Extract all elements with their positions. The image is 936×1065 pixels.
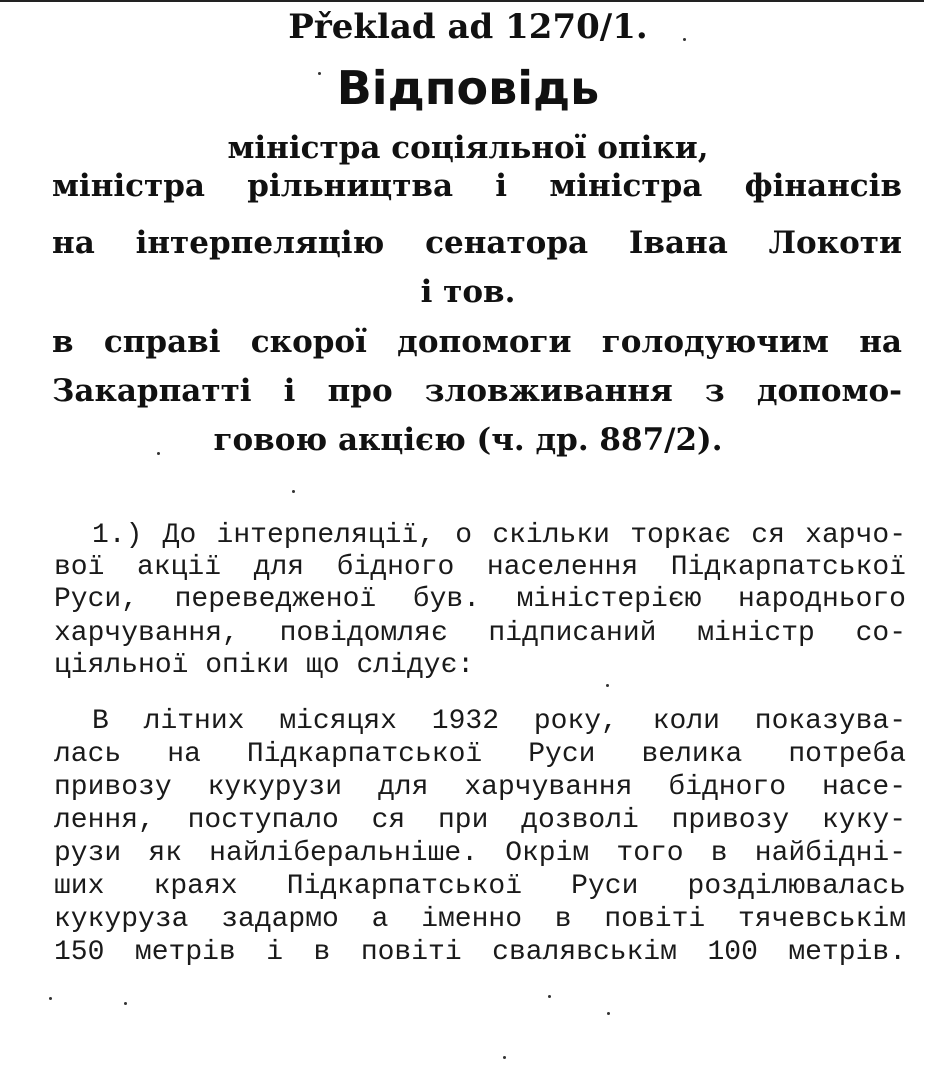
scan-speck bbox=[318, 72, 321, 75]
paragraph-line: ших краях Підкарпатської Руси розділювалась bbox=[54, 871, 906, 902]
paragraph-line: В літних місяцях 1932 року, коли показува- bbox=[92, 706, 906, 737]
scan-speck bbox=[607, 1012, 610, 1015]
paragraph-line: лення, поступало ся при дозволі привозу куку- bbox=[54, 805, 906, 836]
scan-speck bbox=[157, 452, 160, 455]
subtitle-line: на інтерпеляцію сенатора Івана Локоти bbox=[52, 225, 902, 261]
document-title: Відповідь bbox=[336, 61, 600, 115]
scan-speck bbox=[49, 997, 52, 1000]
paragraph-line: Руси, переведженої був. міністерією народнього bbox=[54, 584, 906, 615]
document-reference: Překlad ad 1270/1. bbox=[288, 7, 648, 47]
subtitle-line: говою акцією (ч. др. 887/2). bbox=[213, 422, 723, 458]
subtitle-line: Закарпатті і про зловживання з допомо- bbox=[52, 373, 902, 409]
subtitle-line: в справі скорої допомоги голодуючим на bbox=[52, 324, 902, 360]
paragraph-line: 150 метрів і в повіті свалявськім 100 метрів. bbox=[54, 937, 906, 968]
scan-speck bbox=[683, 38, 686, 41]
paragraph-line: вої акції для бідного населення Підкарпатської bbox=[54, 552, 906, 583]
paragraph-line: 1.) До інтерпеляції, о скільки торкає ся харчо- bbox=[92, 520, 906, 551]
paragraph-line: харчування, повідомляє підписаний міністр со- bbox=[54, 618, 906, 649]
scan-speck bbox=[124, 1002, 127, 1005]
paragraph-line: привозу кукурузи для харчування бідного насе- bbox=[54, 772, 906, 803]
paragraph-line: ціяльної опіки що слідує: bbox=[54, 650, 475, 681]
scan-speck bbox=[606, 684, 609, 687]
scan-speck bbox=[503, 1056, 506, 1059]
paragraph-line: кукуруза задармо а іменно в повіті тячевськім bbox=[54, 904, 906, 935]
subtitle-line: міністра рільництва і міністра фінансів bbox=[52, 168, 902, 204]
subtitle-line: міністра соціяльної опіки, bbox=[227, 130, 709, 166]
paragraph-line: рузи як найліберальніше. Окрім того в найбідні- bbox=[54, 838, 906, 869]
scan-speck bbox=[548, 995, 551, 998]
paragraph-line: лась на Підкарпатської Руси велика потреба bbox=[54, 739, 906, 770]
scan-speck bbox=[292, 490, 295, 493]
subtitle-line: і тов. bbox=[420, 274, 516, 310]
